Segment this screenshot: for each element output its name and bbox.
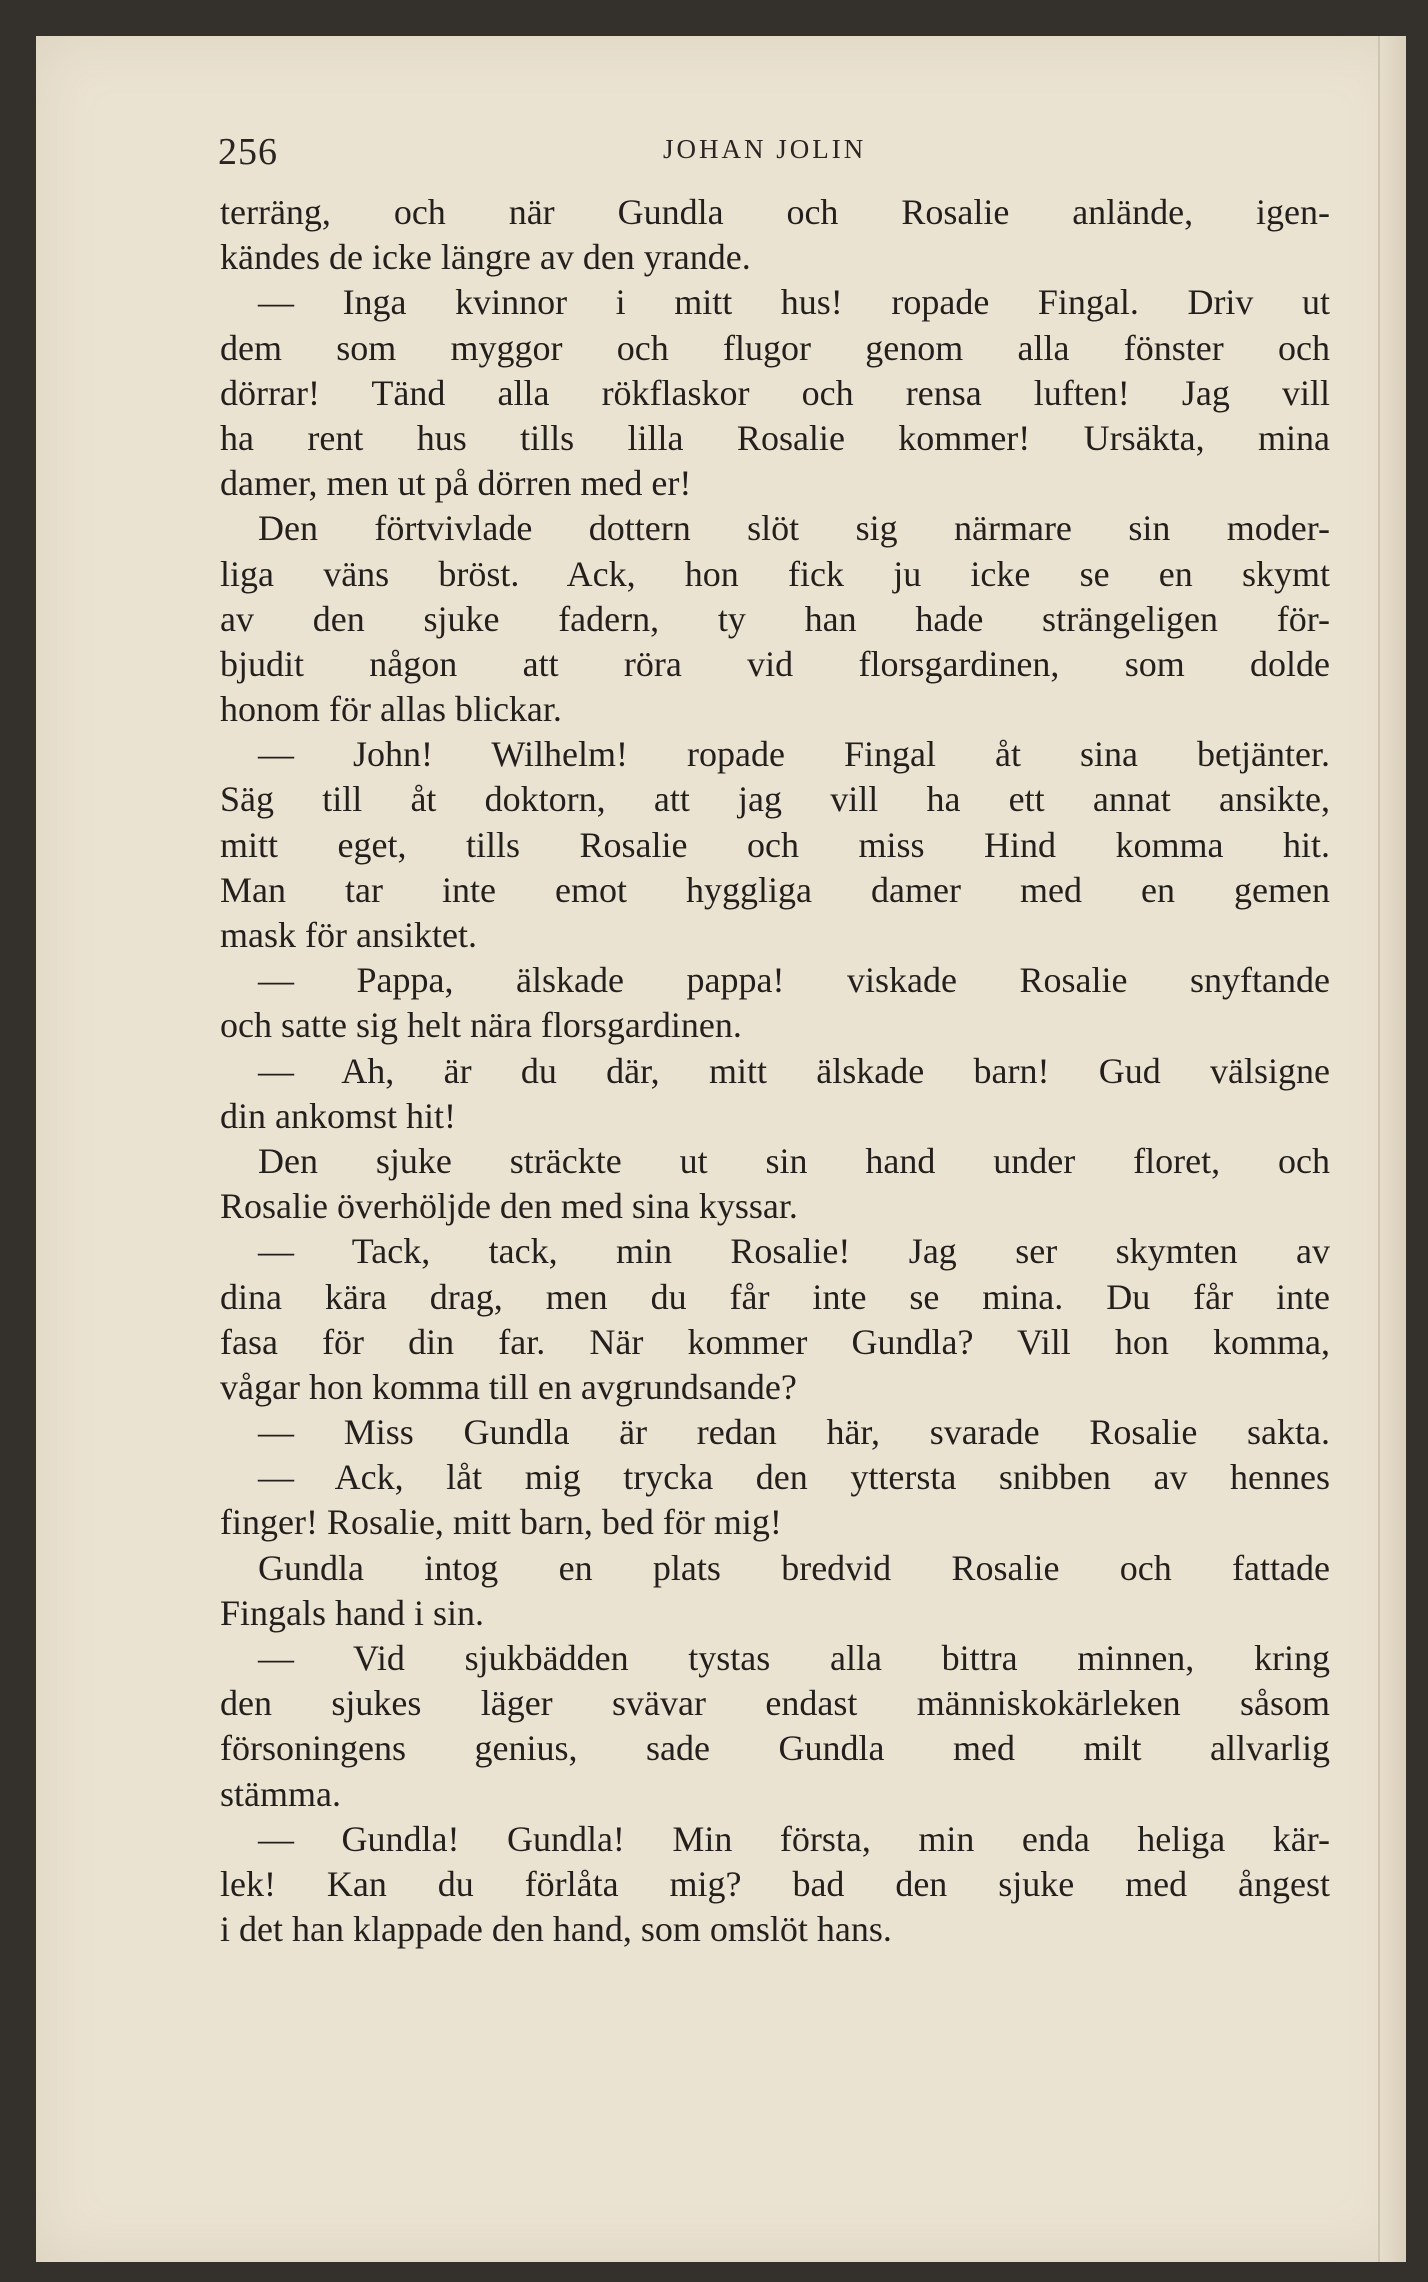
- text-line: — Inga kvinnor i mitt hus! ropade Fingal. Driv ut: [258, 282, 1330, 323]
- text-line: i det han klappade den hand, som omslöt hans.: [220, 1909, 892, 1950]
- text-line: fasa för din far. När kommer Gundla? Vill hon komma,: [220, 1321, 1330, 1362]
- text-line: — John! Wilhelm! ropade Fingal åt sina betjänter.: [258, 734, 1330, 775]
- text-line: — Tack, tack, min Rosalie! Jag ser skymten av: [258, 1231, 1330, 1272]
- text-line: Rosalie överhöljde den med sina kyssar.: [220, 1186, 798, 1227]
- text-line: Gundla intog en plats bredvid Rosalie och fattade: [258, 1547, 1330, 1588]
- text-line: — Miss Gundla är redan här, svarade Rosalie sakta.: [258, 1412, 1330, 1453]
- text-line: — Ah, är du där, mitt älskade barn! Gud välsigne: [258, 1050, 1330, 1091]
- text-line: liga väns bröst. Ack, hon fick ju icke se en skymt: [220, 553, 1330, 594]
- text-line: dörrar! Tänd alla rökflaskor och rensa luften! Jag vill: [220, 372, 1330, 413]
- text-line: mask för ansiktet.: [220, 915, 477, 955]
- text-line: och satte sig helt nära florsgardinen.: [220, 1005, 742, 1046]
- running-head: [218, 112, 1328, 172]
- text-line: dina kära drag, men du får inte se mina. Du får inte: [220, 1276, 1330, 1317]
- page-edge: [1378, 36, 1406, 2262]
- text-line: vågar hon komma till en avgrundsande?: [220, 1366, 797, 1407]
- text-line: honom för allas blickar.: [220, 689, 562, 730]
- text-line: — Ack, låt mig trycka den yttersta snibben av hennes: [258, 1457, 1330, 1498]
- text-line: försoningens genius, sade Gundla med milt allvarlig: [220, 1728, 1330, 1769]
- page-number: 256: [218, 131, 278, 173]
- text-line: mitt eget, tills Rosalie och miss Hind komma hit.: [220, 824, 1330, 865]
- text-line: — Vid sjukbädden tystas alla bittra minnen, kring: [258, 1638, 1330, 1678]
- running-title: JOHAN JOLIN: [663, 134, 867, 164]
- text-line: ha rent hus tills lilla Rosalie kommer! Ursäkta, mina: [220, 417, 1330, 458]
- text-line: den sjukes läger svävar endast människokärleken såsom: [220, 1683, 1330, 1724]
- text-line: — Gundla! Gundla! Min första, min enda heliga kär-: [258, 1818, 1330, 1859]
- text-line: lek! Kan du förlåta mig? bad den sjuke med ångest: [220, 1863, 1330, 1904]
- text-line: stämma.: [220, 1773, 341, 1814]
- text-line: Fingals hand i sin.: [220, 1592, 485, 1633]
- text-line: terräng, och när Gundla och Rosalie anlände, igen-: [220, 192, 1330, 232]
- text-line: Den förtvivlade dottern slöt sig närmare sin moder-: [258, 508, 1330, 549]
- text-line: dem som myggor och flugor genom alla fönster och: [220, 327, 1330, 368]
- text-line: Man tar inte emot hyggliga damer med en gemen: [220, 869, 1330, 910]
- text-line: damer, men ut på dörren med er!: [220, 463, 692, 504]
- text-line: Säg till åt doktorn, att jag vill ha ett annat ansikte,: [220, 779, 1330, 820]
- text-line: finger! Rosalie, mitt barn, bed för mig!: [220, 1502, 782, 1543]
- text-line: bjudit någon att röra vid florsgardinen, som dolde: [220, 643, 1330, 684]
- text-line: av den sjuke fadern, ty han hade strängeligen för-: [220, 598, 1330, 639]
- text-line: — Pappa, älskade pappa! viskade Rosalie snyftande: [258, 960, 1330, 1001]
- body-text: [220, 190, 1330, 1952]
- text-line: kändes de icke längre av den yrande.: [220, 237, 751, 278]
- text-line: Den sjuke sträckte ut sin hand under floret, och: [258, 1140, 1330, 1181]
- text-line: din ankomst hit!: [220, 1095, 456, 1136]
